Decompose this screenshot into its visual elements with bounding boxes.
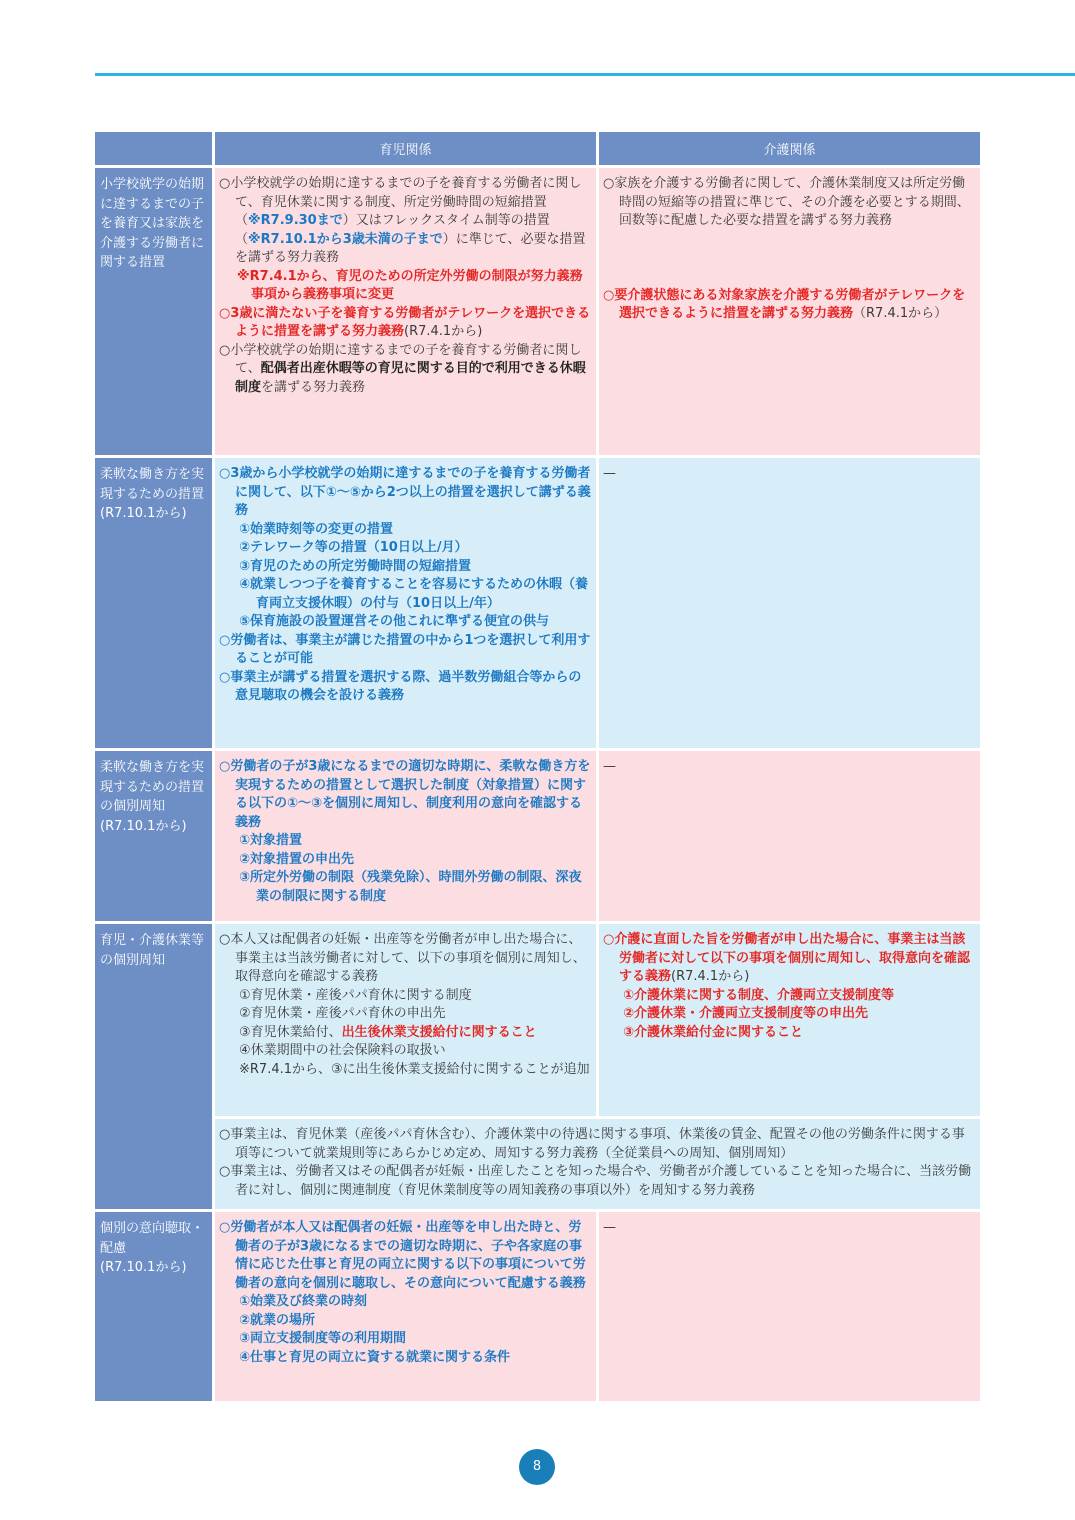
row-label: 小学校就学の始期に達するまでの子を養育又は家族を介護する労働者に関する措置: [95, 168, 212, 458]
list-item: ○労働者が本人又は配偶者の妊娠・出産等を申し出た時と、労働者の子が3歳になるまでの適切な時期に、子や各家庭の事情に応じた仕事と育児の両立に関する以下の事項について労働者の意向を個別に聴取し、その意向について配慮する義務: [219, 1220, 586, 1291]
list-item: ○労働者は、事業主が講じた措置の中から1つを選択して利用することが可能: [219, 632, 591, 666]
list-item: ○事業主は、育児休業（産後パパ育休含む）、介護休業中の待遇に関する事項、休業後の賃金、配置その他の労働条件に関する事項等について就業規則等にあらかじめ定め、周知する努力義務（全従業員への周知、個別周知）: [219, 1127, 965, 1161]
table-row: [95, 924, 980, 1119]
list-item: ○小学校就学の始期に達するまでの子を養育する労働者に関して、育児休業に関する制度、所定労働時間の短縮措置（※R7.9.30まで）又はフレックスタイム制等の措置（※R7.10.1から3歳未満の子まで）に準じて、必要な措置を講ずる努力義務: [219, 176, 586, 265]
sub-item: ①始業時刻等の変更の措置: [239, 521, 394, 537]
note-text: ※R7.4.1から、育児のための所定外労働の制限が努力義務事項から義務事項に変更: [237, 268, 583, 302]
childcare-cell: [215, 924, 596, 1119]
care-cell: —: [599, 751, 980, 924]
table-header-row: [95, 132, 980, 168]
sub-item: ①始業及び終業の時刻: [239, 1294, 368, 1309]
list-item: ○本人又は配偶者の妊娠・出産等を労働者が申し出た場合に、事業主は当該労働者に対して、以下の事項を個別に周知し、取得意向を確認する義務: [219, 932, 586, 984]
header-care: 介護関係: [599, 132, 980, 168]
care-cell: [599, 924, 980, 1119]
sub-item: ③両立支援制度等の利用期間: [239, 1331, 407, 1346]
list-item: ○介護に直面した旨を労働者が申し出た場合に、事業主は当該労働者に対して以下の事項を個別に周知し、取得意向を確認する義務(R7.4.1から): [603, 932, 971, 984]
sub-item: ②介護休業・介護両立支援制度等の申出先: [623, 1006, 869, 1021]
childcare-cell: [215, 458, 596, 751]
sub-item: ④就業しつつ子を養育することを容易にするための休暇（養育両立支援休暇）の付与（10日以上/年）: [239, 577, 589, 611]
list-item: ○3歳から小学校就学の始期に達するまでの子を養育する労働者に関して、以下①～⑤から2つ以上の措置を選択して講ずる義務: [219, 466, 591, 518]
sub-item: ⑤保育施設の設置運営その他これに準ずる便宜の供与: [239, 614, 550, 629]
sub-item: ①育児休業・産後パパ育休に関する制度: [239, 987, 472, 1003]
header-corner: [95, 132, 212, 168]
sub-item: ②育児休業・産後パパ育休の申出先: [239, 1006, 446, 1021]
list-item: ○労働者の子が3歳になるまでの適切な時期に、柔軟な働き方を実現するための措置として選択した制度（対象措置）に関する以下の①～③を個別に周知し、制度利用の意向を確認する義務: [219, 759, 591, 830]
table-row: [95, 458, 980, 751]
sub-item: ③介護休業給付金に関すること: [623, 1024, 804, 1040]
care-cell: [599, 168, 980, 458]
row-label: 育児・介護休業等の個別周知: [95, 924, 212, 1212]
sub-item: ②テレワーク等の措置（10日以上/月）: [239, 540, 468, 555]
care-cell: —: [599, 458, 980, 751]
sub-item: ③育児のための所定労働時間の短縮措置: [239, 558, 472, 574]
sub-item: ②対象措置の申出先: [239, 851, 355, 867]
row-label: 柔軟な働き方を実現するための措置 (R7.10.1から): [95, 458, 212, 751]
list-item: ○3歳に満たない子を養育する労働者がテレワークを選択できるように措置を講ずる努力義務(R7.4.1から): [219, 305, 591, 339]
table-row: [95, 751, 980, 924]
sub-item: ①対象措置: [239, 833, 303, 848]
table-row: [95, 1119, 980, 1212]
note-text: ※R7.4.1から、③に出生後休業支援給付に関することが追加: [239, 1061, 590, 1077]
top-rule: [95, 73, 1075, 76]
row-label: 個別の意向聴取・配慮 (R7.10.1から): [95, 1212, 212, 1404]
sub-item: ②就業の場所: [239, 1312, 316, 1328]
sub-item: ③育児休業給付、出生後休業支援給付に関すること: [239, 1024, 537, 1040]
care-cell: —: [599, 1212, 980, 1404]
table-row: [95, 1212, 980, 1404]
sub-item: ④休業期間中の社会保険料の取扱い: [239, 1043, 446, 1058]
sub-item: ①介護休業に関する制度、介護両立支援制度等: [623, 987, 895, 1003]
list-item: ○事業主が講ずる措置を選択する際、過半数労働組合等からの意見聴取の機会を設ける義務: [219, 669, 582, 703]
table-row: [95, 168, 980, 458]
childcare-cell: [215, 751, 596, 924]
sub-item: ③所定外労働の制限（残業免除）、時間外労働の制限、深夜業の制限に関する制度: [239, 870, 582, 904]
childcare-cell: [215, 1212, 596, 1404]
list-item: ○要介護状態にある対象家族を介護する労働者がテレワークを選択できるように措置を講ずる努力義務（R7.4.1から）: [603, 287, 966, 321]
childcare-cell: [215, 168, 596, 458]
row-label: 柔軟な働き方を実現するための措置の個別周知 (R7.10.1から): [95, 751, 212, 924]
list-item: ○事業主は、労働者又はその配偶者が妊娠・出産したことを知った場合や、労働者が介護していることを知った場合に、当該労働者に対し、個別に関連制度（育児休業制度等の周知義務の事項以外）を周知する努力義務: [219, 1164, 972, 1198]
comparison-table: [92, 132, 983, 1404]
list-item: ○家族を介護する労働者に関して、介護休業制度又は所定労働時間の短縮等の措置に準じて、その介護を必要とする期間、回数等に配慮した必要な措置を講ずる努力義務: [603, 176, 970, 228]
wide-cell: [215, 1119, 980, 1212]
list-item: ○小学校就学の始期に達するまでの子を養育する労働者に関して、配偶者出産休暇等の育児に関する目的で利用できる休暇制度を講ずる努力義務: [219, 342, 586, 395]
sub-item: ④仕事と育児の両立に資する就業に関する条件: [239, 1349, 511, 1365]
header-childcare: 育児関係: [215, 132, 596, 168]
page-number: 8: [519, 1449, 555, 1485]
